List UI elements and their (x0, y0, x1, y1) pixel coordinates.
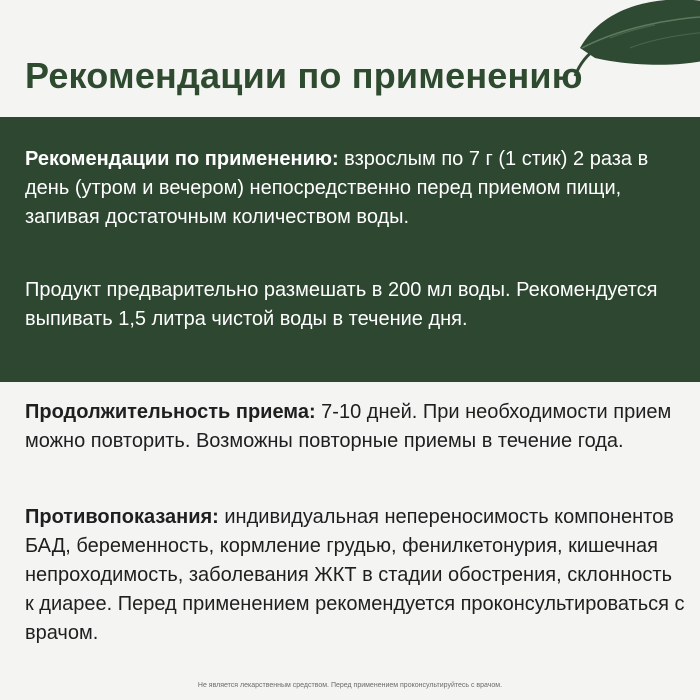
usage-paragraph (25, 145, 685, 232)
usage-label: Рекомендации по применению: (25, 148, 339, 170)
leaf-icon (570, 0, 700, 88)
duration-paragraph (25, 398, 685, 456)
usage-section (0, 117, 700, 382)
contraindications-paragraph (25, 503, 685, 648)
disclaimer-footnote: Не является лекарственным средством. Перед применением проконсультируйтесь с врачом. (197, 682, 503, 689)
preparation-paragraph: Продукт предварительно размешать в 200 мл воды. Рекомендуется выпивать 1,5 литра чистой воды в течение дня. (25, 279, 658, 330)
contraindications-label: Противопоказания: (25, 506, 219, 528)
usage-text: взрослым по 7 г (1 стик) 2 раза в день (утром и вечером) непосредственно перед приемом пищи, запивая достаточным количеством воды. (25, 148, 649, 228)
duration-label: Продолжительность приема: (25, 401, 316, 423)
contraindications-text: индивидуальная непереносимость компонентов БАД, беременность, кормление грудью, фенилкетонурия, кишечная непроходимость, заболевания ЖКТ в стадии обострения, склонность к диарее. Перед применением рекомендуется проконсультироваться с врачом. (25, 506, 685, 644)
duration-text: 7-10 дней. При необходимости прием можно повторить. Возможны повторные приемы в течение года. (25, 401, 672, 452)
page-title: Рекомендации по применению (25, 55, 583, 96)
